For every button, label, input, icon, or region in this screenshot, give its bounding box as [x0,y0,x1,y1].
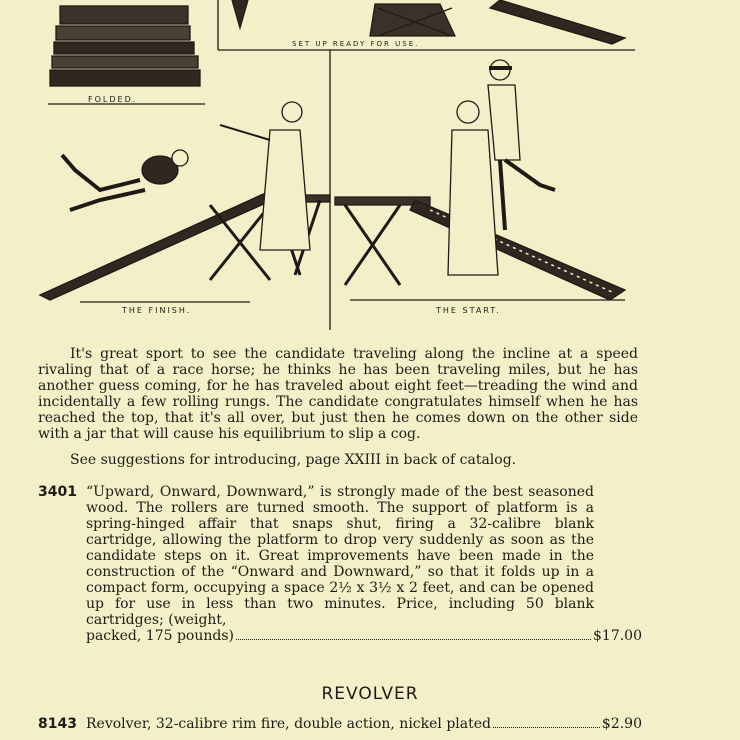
item-description-text: “Upward, Onward, Downward,” is strongly made of the best seasoned wood. The rollers are turned smooth. The support of platform is a spring-hinged affair that snaps shut, firing a 32-calibre blank cartridge, allowing the platform to drop very suddenly as soon as the candidate steps on it. Great improvements have been made in the construction of the “Onward and Downward,” so that it folds up in a compact form, occupying a space 2½ x 3½ x 2 feet, and can be opened up for use in less than two minutes. Price, including 50 blank cartridges; (weight, [86,484,594,628]
suggestions-paragraph: See suggestions for introducing, page XXIII in back of catalog. [70,452,517,468]
revolver-number: 8143 [38,716,77,732]
leader-dots [236,639,591,640]
caption-start: THE START. [436,306,501,315]
start-scene-drawing [335,60,625,300]
catalog-item-8143 [38,716,642,732]
caption-finish: THE FINISH. [122,306,192,315]
item-description [86,484,642,644]
caption-setup: SET UP READY FOR USE. [292,40,420,48]
illustration-panel [0,0,740,335]
item-price: $17.00 [593,628,642,644]
finish-scene-drawing [40,102,330,302]
folded-apparatus-drawing [48,6,205,104]
item-number: 3401 [38,484,77,500]
setup-apparatus-drawing [232,0,625,44]
revolver-description: Revolver, 32-calibre rim fire, double action, nickel plated [86,716,491,732]
intro-paragraph: It's great sport to see the candidate traveling along the incline at a speed rivaling that of a race horse; he thinks he has been traveling miles, but he has another guess coming, for he has traveled about eight feet—treading the wind and incidentally a few rolling rungs. The candidate congratulates himself when he has reached the top, that it's all over, but just then he comes down on the other side with a jar that will cause his equilibrium to slip a cog. [38,346,638,442]
leader-dots [493,727,600,728]
section-heading: REVOLVER [321,684,419,704]
item-last-line: packed, 175 pounds) [86,628,234,644]
revolver-line [86,716,642,732]
catalog-item-3401 [38,484,642,644]
revolver-price: $2.90 [601,716,642,732]
item-price-line [86,628,642,644]
caption-folded: FOLDED. [88,95,138,104]
